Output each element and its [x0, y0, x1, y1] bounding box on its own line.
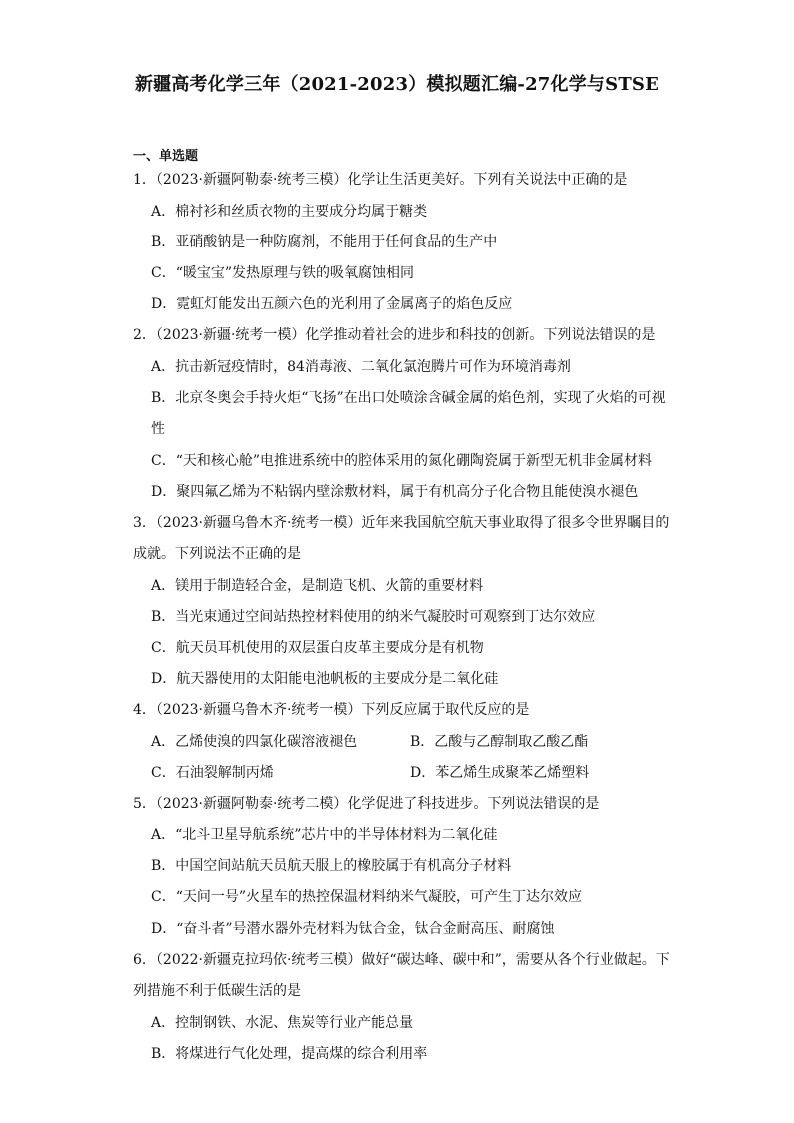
question-1-option-d: D．霓虹灯能发出五颜六色的光利用了金属离子的焰色反应 — [151, 296, 513, 312]
question-4-option-c: C．石油裂解制丙烯 — [151, 765, 274, 781]
question-2-option-a: A．抗击新冠疫情时，84消毒液、二氧化氯泡腾片可作为环境消毒剂 — [151, 359, 571, 375]
question-3-stem-line-1: 3．（2023·新疆乌鲁木齐·统考一模）近年来我国航空航天事业取得了很多令世界瞩目的 — [133, 515, 670, 531]
question-3-option-c: C．航天员耳机使用的双层蛋白皮革主要成分是有机物 — [151, 640, 484, 656]
question-6-stem-line-1: 6．（2022·新疆克拉玛依·统考三模）做好“碳达峰、碳中和”，需要从各个行业做起。下 — [133, 952, 670, 968]
question-1-stem: 1．（2023·新疆阿勒泰·统考三模）化学让生活更美好。下列有关说法中正确的是 — [133, 172, 628, 188]
section-heading: 一、单选题 — [133, 149, 199, 164]
question-5-option-c: C．“天问一号”火星车的热控保温材料纳米气凝胶，可产生丁达尔效应 — [151, 889, 583, 905]
question-3-option-b: B．当光束通过空间站热控材料使用的纳米气凝胶时可观察到丁达尔效应 — [151, 609, 596, 625]
question-5-option-b: B．中国空间站航天员航天服上的橡胶属于有机高分子材料 — [151, 858, 512, 874]
question-2-option-d: D．聚四氟乙烯为不粘锅内壁涂敷材料，属于有机高分子化合物且能使溴水褪色 — [151, 484, 639, 500]
question-3-option-d: D．航天器使用的太阳能电池帆板的主要成分是二氧化硅 — [151, 671, 499, 687]
question-3-stem-line-2: 成就。下列说法不正确的是 — [133, 546, 301, 562]
question-2-stem: 2．（2023·新疆·统考一模）化学推动着社会的进步和科技的创新。下列说法错误的是 — [133, 327, 656, 343]
question-1-option-c: C．“暖宝宝”发热原理与铁的吸氧腐蚀相同 — [151, 265, 415, 281]
question-6-option-a: A．控制钢铁、水泥、焦炭等行业产能总量 — [151, 1015, 414, 1031]
question-3-option-a: A．镁用于制造轻合金，是制造飞机、火箭的重要材料 — [151, 578, 484, 594]
document-title: 新疆高考化学三年（2021-2023）模拟题汇编-27化学与STSE — [134, 74, 660, 95]
question-1-option-a: A．棉衬衫和丝质衣物的主要成分均属于糖类 — [151, 204, 428, 220]
question-5-option-a: A．“北斗卫星导航系统”芯片中的半导体材料为二氧化硅 — [151, 827, 498, 843]
question-2-option-b: B．北京冬奥会手持火炬“飞扬”在出口处喷涂含碱金属的焰色剂，实现了火焰的可视 — [151, 390, 666, 406]
question-5-option-d: D．“奋斗者”号潜水器外壳材料为钛合金，钛合金耐高压、耐腐蚀 — [151, 921, 555, 937]
question-6-stem-line-2: 列措施不利于低碳生活的是 — [133, 983, 301, 999]
question-4-option-d: D．苯乙烯生成聚苯乙烯塑料 — [410, 765, 590, 781]
question-5-stem: 5．（2023·新疆阿勒泰·统考二模）化学促进了科技进步。下列说法错误的是 — [133, 796, 600, 812]
question-4-option-a: A．乙烯使溴的四氯化碳溶液褪色 — [151, 734, 358, 750]
question-4-stem: 4．（2023·新疆乌鲁木齐·统考一模）下列反应属于取代反应的是 — [133, 702, 530, 718]
question-1-option-b: B．亚硝酸钠是一种防腐剂，不能用于任何食品的生产中 — [151, 234, 498, 250]
question-2-option-b-continued: 性 — [151, 421, 165, 437]
question-4-option-b: B．乙酸与乙醇制取乙酸乙酯 — [410, 734, 589, 750]
question-2-option-c: C．“天和核心舱”电推进系统中的腔体采用的氮化硼陶瓷属于新型无机非金属材料 — [151, 453, 653, 469]
question-6-option-b: B．将煤进行气化处理，提高煤的综合利用率 — [151, 1046, 428, 1062]
